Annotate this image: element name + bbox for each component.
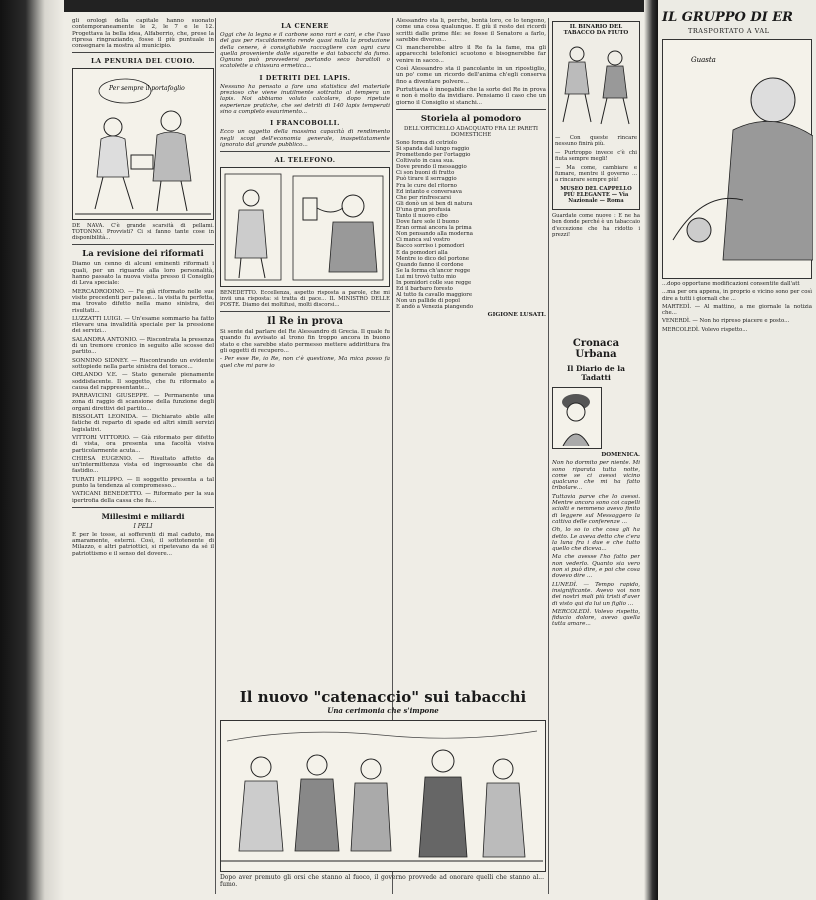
poem-line: E andò a Venezia piangendo <box>396 304 474 311</box>
article-text: LUNEDÌ. — Tempo rapido, insignificante. Avevo voi non dei nostri mali più tristi d'aver di visto qui da lui un figlio ... <box>552 581 640 607</box>
poem-line: Ci manca sul vostro <box>396 237 451 244</box>
article-text: Così Alessandro sta il pancolante in un ripostiglio, un po' come un ricordo dell'anima ch'egli conserva fino a diventare polvere... <box>396 66 546 85</box>
poem-line: Fra le cure del ritorno <box>396 182 457 189</box>
poem-signature: GIGIONE LUSATI. <box>487 312 546 319</box>
poem-line: Gli donò un si ben di natura <box>396 200 473 207</box>
book-binding <box>0 0 64 900</box>
poem-line: Non un pallide di popol <box>396 298 461 305</box>
poem-line: Al tutto fa cavallo maggiore <box>396 292 473 299</box>
article-paragraph: VATICANI BENEDETTO. — Riformato per la sua ipertrofia della cassa che fu... <box>72 491 214 504</box>
article-paragraph: BISSOLATI LEONIDA. — Dichiarato abile alle fatiche di reparto di spade ed altri simili servizi legislativi. <box>72 414 214 433</box>
article-text: Ecco un oggetto della massima capacità di rendimento negli scopi dell'economia generale, inaspettatamente ignorato dal grande pubblico... <box>220 129 390 148</box>
article-text: Nessuno ha pensato a fare una statistica del materiale prezioso che viene inutilmente sottratto al tempera un lapis. Noi abbiamo voluto calcolare, dopo ripetute esperienze pratiche, che sei detriti di 140 lapis temperati sino a completo esaurimento... <box>220 83 390 115</box>
cartoon-title: IL BINARIO DEL TABACCO DA FIUTO <box>563 24 629 36</box>
poem-line: In pomidori colle sue regge <box>396 280 472 287</box>
article-quote: - Per esse Re, io Re, non c'è questione, Ma mica posso fa quel che mi pare io <box>220 356 390 369</box>
newspaper-page <box>64 12 644 900</box>
section-title: Cronaca Urbana <box>572 338 620 360</box>
cartoon-telephone <box>220 167 390 287</box>
cartoon-illustration <box>221 721 543 869</box>
poem-line: Ed intanto e conversava <box>396 188 462 195</box>
divider <box>72 244 214 245</box>
article-paragraph: LUZZATTI LUIGI. — Un'esame sommario ha fatto rilevare una invalidità speciale per la pressione dei servizi... <box>72 315 214 335</box>
divider <box>396 109 546 110</box>
adjacent-text: ...dopo opportune modificazioni consentite dall'att <box>662 281 800 287</box>
article-text: Si sente dal parlare del Re Alessandro di Grecia. Il quale fu quando fu avvisato al trono fin troppo ancora in buono stato e che sarebbe stato permesso mettere addirittura fra gli oggetti di recupero... <box>220 329 390 355</box>
adjacent-text: VENERDÌ. — Non ho ripreso piacere e posto... <box>662 318 790 325</box>
article-paragraph: MERCADRODINO. — Fu già riformato nelle sue visite precedenti per palese... la visita fu perfetta, ma trovato difetto nella mano sinistra, dei risultati... <box>72 288 214 314</box>
poem-line: Si spanda dal lungo raggio <box>396 145 470 152</box>
adjacent-cartoon <box>662 39 812 279</box>
adjacent-text: MARTEDÌ. — Al mattino, a me giornale la notizia che... <box>662 303 812 317</box>
feature-caption: Dopo aver premuto gli orsi che stanno al fuoco, il governo provvede ad onorare quelli che stanno al... fumo. <box>220 874 544 888</box>
cartoon-illustration <box>221 168 389 286</box>
article-paragraph: SONNINO SIDNEY. — Riscontrando un evidente sottopiede nella parte sinistra del torace... <box>72 357 214 370</box>
poem-line: Può tirare il serraggio <box>396 176 457 183</box>
article-text: Oh, lo so io che cosa gli ha detto. Le aveva detto che c'era la luna fra i due e che tutto quello che diceva... <box>552 527 640 553</box>
poem-line: Mentre io dico del portone <box>396 255 470 262</box>
poem-line: Che per rinfrescarsi <box>396 194 452 201</box>
adjacent-text: ...ma per ora appena, in proprio e vicino sono per così dire a tutti i giornali che ... <box>662 289 812 302</box>
portrait-illustration <box>553 388 599 446</box>
divider <box>72 507 214 508</box>
poem-line: Lui mi trovò tutto mio <box>396 273 457 280</box>
article-title: I DETRITI DEL LAPIS. <box>259 73 351 82</box>
divider <box>220 311 390 312</box>
poem-line: Non pensando alla moderna <box>396 231 473 238</box>
intro-text: gli orologi della capitale hanno suonato contemporaneamente le 2, le 7 e le 12. Progettava la bella idea, Alfaberrio, che, prese la ripresa ringraziando, fosse il più puntuale in consegnare la mostra al municipio. <box>72 18 214 50</box>
article-title: Il Re in prova <box>267 316 343 328</box>
cartoon-signature: Guasta <box>691 56 716 64</box>
article-paragraph: PARRAVICINI GIUSEPPE. — Permanente una zona di raggio di scansione della funzione degli organi direttivi del partito... <box>72 393 214 412</box>
poem-line: Quando fanno il cordone <box>396 261 464 268</box>
article-title: Millesimi e miliardi <box>101 511 185 521</box>
article-text: Oggi che la legna e il carbone sono rari e cari, e che l'uso del gas per riscaldamento rende quasi nulla la produzione della cenere, è consigliabile raccogliere con ogni cura quella proveniente dalle sigarette e dai tabacchi da fumo. Ognuno può provvedersi portando seco barattoli o scatolette a chiusura ermetica... <box>220 32 390 70</box>
cartoon-illustration <box>73 69 213 219</box>
cronaca-urbana <box>552 338 640 892</box>
column-rule <box>215 18 216 894</box>
cartoon-caption: — Purtroppo invece c'è chi fiuta sempre megli! <box>555 150 637 162</box>
tobacco-cartoon-box <box>552 21 640 210</box>
article-title: I FRANCOBOLLI. <box>270 119 340 128</box>
column-rule <box>548 18 549 894</box>
column-2 <box>220 18 390 686</box>
column-3 <box>396 18 546 686</box>
poem-line: Ci son buoni di frutto <box>396 170 455 177</box>
column-1 <box>72 18 214 900</box>
poem-body <box>396 140 546 311</box>
article-title: Il Diario de la Tadatti <box>567 364 625 382</box>
cartoon-title: AL TELEFONO. <box>274 156 336 165</box>
poem-line: Ed il barbaro foresto <box>396 286 453 293</box>
feature-title: Il nuovo "catenaccio" sui tabacchi <box>239 688 527 706</box>
feature-subtitle: Una cerimonia che s'impone <box>327 706 439 715</box>
diary-portrait <box>552 387 602 449</box>
catenaccio-feature <box>220 688 546 900</box>
diary-date: DOMENICA. <box>601 452 640 458</box>
adjacent-subheadline: TRASPORTATO A VAL <box>688 27 770 35</box>
cartoon-caption: BENEDETTO. Eccellenza, aspetto risposta a parole, che mi invii una risposta: si tratta di pace... IL MINISTRO DELLE POSTE. Diamo dei moltifusi, molti discorsi... <box>220 290 390 309</box>
poem-line: Dove fare sole il buono <box>396 219 459 226</box>
cartoon-illustration <box>555 38 637 130</box>
cartoon-caption: — Ma come, cambiare e fumare, mentre il governo ... a rincarare sempre più! <box>555 165 637 183</box>
poem-line: Promettendo per l'ortaggio <box>396 152 471 159</box>
divider <box>220 151 390 152</box>
poem-line: Dove prendo il messaggio <box>396 164 467 171</box>
article-text: Ma che avesse l'ho fatto per non vederlo. Quanto sia vero non si può dire, e poi che cosa dovevo dire ... <box>552 554 640 580</box>
article-paragraph: CHIESA EUGENIO. — Risultato affetto da un'intermittenza vista ed ingrossante che dà fastidio... <box>72 455 214 475</box>
cartoon-caption: DE NAVA. C'è grande scarsità di pellami. TOTONNO. Provvisti? Ci si fanno tante cose in disponibilità... <box>72 223 214 242</box>
article-text: Ci mancherebbe altro il Re fa la fame, ma gli apparecchi telefonici scuotono e bisognerebbe far venire in sacco... <box>396 45 546 64</box>
divider <box>72 52 214 53</box>
catenaccio-cartoon <box>220 720 546 872</box>
note-text: Guardate come nuove : E ne ha ben donde perché è un tabaccaio d'eccezione che ha ridotto i prezzi! <box>552 213 640 238</box>
page-gutter <box>644 0 658 900</box>
article-paragraph: VITTORI VITTORIO. — Già riformato per difetto di vista, ora presenta una facoltà visiva particolarmente acuta... <box>72 434 214 454</box>
poem-line: Coltivato in casa sua. <box>396 158 455 165</box>
article-text: MERCOLEDÌ. Volevo rispetto, fiducio dolore, avevo quella tutta amare... <box>552 608 640 628</box>
cartoon-speech: Per sempre il portafoglio <box>109 85 185 93</box>
article-title: LA CENERE <box>281 22 329 30</box>
article-text: Non ho dormito per niente. Mi sono riparata tutta notte, come se ci avessi vicino qualcuno che mi ha fatto tribolare... <box>552 460 640 492</box>
article-text: Purtuttavia è innegabile che la sorte del Re in prova e non è molto da invidiare. Pensiamo il caso che un giorno il Consiglio si stanchi... <box>396 86 546 106</box>
poem-line: Tanto il nuovo cibo <box>396 212 448 219</box>
article-text: Alessandro sta lì, perché, bontà loro, ce lo tengono, come una cosa qualunque. E giù il resto dei ricordi scritti dalle prime file: se fosse il Senatore a farlo, sarebbe diverso... <box>396 18 546 43</box>
poem-line: E da pomodori alla <box>396 249 448 256</box>
article-paragraph: ORLANDO V.E. — Stato generale pienamente soddisfacente. Il soggetto, che fu riformato a causa del rappresentante... <box>72 372 214 391</box>
article-text: Tuttavia parve che lo avessi. Mentre ancora sono coi capelli sciolti e nemmeno avevo finito di leggere sul Messaggero la cattiva delle conferenze ... <box>552 493 640 525</box>
column-4 <box>552 18 640 326</box>
adjacent-page <box>658 0 816 900</box>
poem-line: D'una gran profusia <box>396 206 451 213</box>
poem-line: Eran ormai ancora la prima <box>396 225 472 232</box>
adjacent-text: MERCOLEDÌ. Volevo rispetto... <box>662 326 748 333</box>
adjacent-headline: IL GRUPPO DI ER <box>662 10 793 25</box>
cartoon-illustration <box>663 40 813 276</box>
article-text: E per le tosse, ai sofferenti di mal caduto, ma amaramente, esterni. Così, il sottotenente di Milazzo, e altri patriottici, si ripetevano da sé il patriottismo e il senso del dovere... <box>72 531 214 557</box>
poem-line: Sono forma di cetriolo <box>396 139 458 146</box>
article-title: La revisione dei riformati <box>82 249 204 260</box>
poem-line: Bacco sorriso i pomodori <box>396 243 465 250</box>
cartoon-title: LA PENURIA DEL CUOIO. <box>90 57 196 66</box>
cartoon-leather <box>72 68 214 220</box>
article-paragraph: TURATI FILIPPO. — Il soggetto presenta a tal punto la tendenza al compromesso... <box>72 476 214 489</box>
article-subtitle: I PELI <box>133 522 153 530</box>
poem-subtitle: DELL'ORTICELLO ADACQUATO FRA LE PARETI DOMESTICHE <box>403 125 539 138</box>
poem-line: Se la forma ch'ancor regge <box>396 267 471 274</box>
article-paragraph: Diamo un cenno di alcuni eminenti riformati i quali, per un riguardo alla loro personalità, hanno passato la nuova visita presso il Consiglio di Leva speciale: <box>72 261 214 287</box>
poem-title: Storiela al pomodoro <box>420 113 522 124</box>
cartoon-caption: — Con queste rincare nessuno finirà più. <box>555 135 637 147</box>
advertisement: MUSEO DEL CAPPELLO PIÙ ELEGANTE — Via Nazionale — Roma <box>560 186 632 204</box>
article-paragraph: SALANDRA ANTONIO. — Riscontrata la presenza di un tremore cronico in seguito alle scosse del partito... <box>72 336 214 356</box>
